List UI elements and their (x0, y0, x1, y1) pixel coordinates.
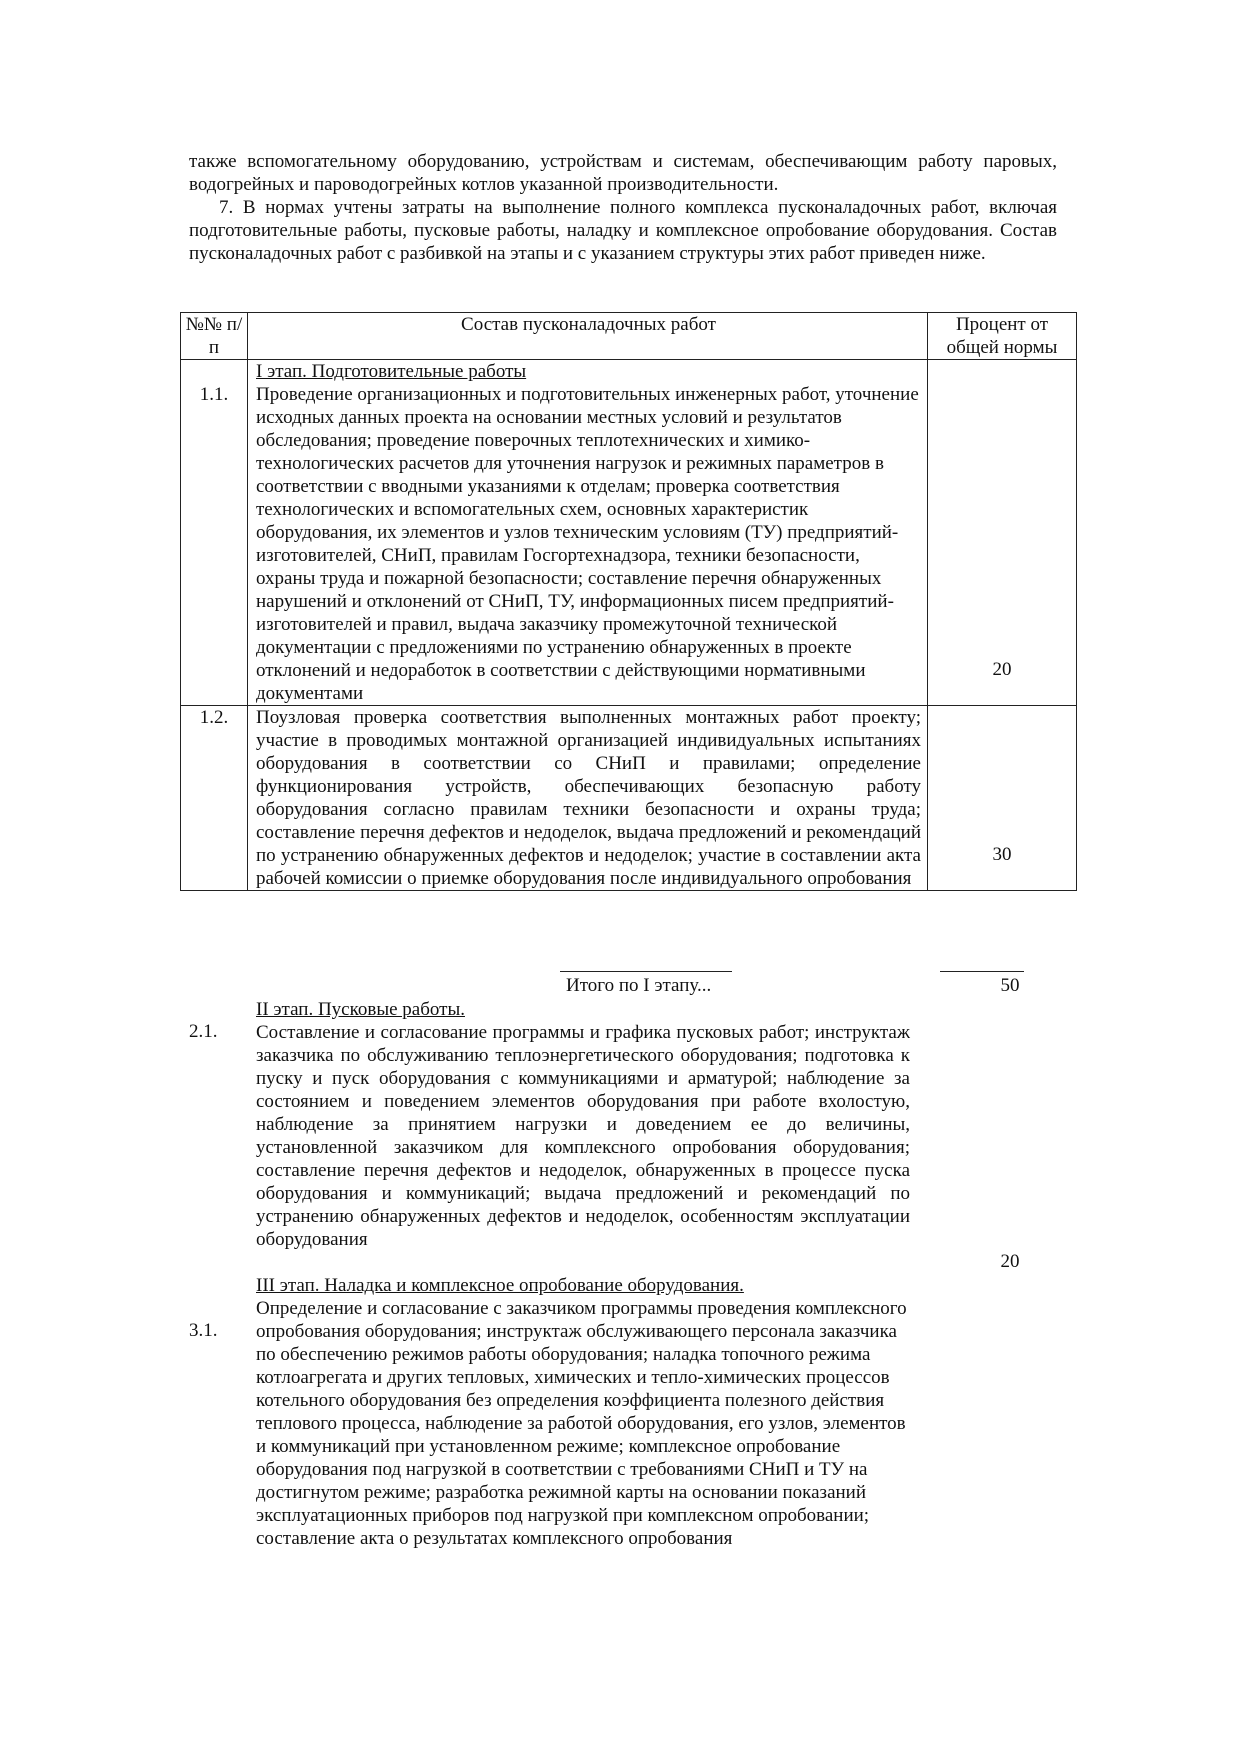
intro-paragraph-2: 7. В нормах учтены затраты на выполнение полного комплекса пусконаладочных работ, включая подготовительные работы, пусковые работы, наладку и комплексное опробование оборудования. Состав пусконаладочных работ с разбивкой на этапы и с указанием структуры этих работ приведен ниже. (189, 197, 1057, 264)
row-text-body: Проведение организационных и подготовительных инженерных работ, уточнение исходных данных проекта на основании местных условий и результатов обследования; проведение поверочных теплотехнических и химико-технологических расчетов для уточнения нагрузок и режимных параметров в соответствии с вводными указаниями к отделам; проверка соответствия технологических и вспомогательных схем, основных характеристик оборудования, их элементов и узлов техническим условиям (ТУ) предприятий-изготовителей, СНиП, правилам Госгортехнадзора, техники безопасности, охраны труда и пожарной безопасности; составление перечня обнаруженных нарушений и отклонений от СНиП, ТУ, информационных писем предприятий-изготовителей и правил, выдача заказчику промежуточной технической документации с предложениями по устранению обнаруженных в проекте отклонений и недоработок в соответствии с действующими нормативными документами (256, 384, 919, 704)
intro-text (189, 150, 1057, 265)
stage2-title: II этап. Пусковые работы. (256, 999, 465, 1020)
total-percent: 50 (1000, 975, 1020, 996)
row-percent: 30 (928, 706, 1077, 891)
table-header-row (181, 313, 1077, 360)
total-rule-right (940, 971, 1024, 972)
stage1-title: I этап. Подготовительные работы (256, 361, 527, 382)
header-composition: Состав пусконаладочных работ (248, 313, 928, 360)
stage2-text: Составление и согласование программы и графика пусковых работ; инструктаж заказчика по обслуживанию теплоэнергетического оборудования; подготовка к пуску и пуск оборудования с коммуникациями и арматурой; наблюдение за состоянием и поведением элементов оборудования при работе вхолостую, наблюдение за принятием нагрузки и доведением ее до величины, установленной заказчиком для комплексного опробования оборудования; составление перечня дефектов и недоделок, обнаруженных в процессе пуска оборудования и коммуникаций; выдача предложений и рекомендаций по устранению обнаруженных дефектов и недоделок, особенностям эксплуатации оборудования (256, 1022, 910, 1250)
total-rule-left (560, 971, 732, 972)
row-text: Поузловая проверка соответствия выполненных монтажных работ проекту; участие в проводимых монтажной организацией индивидуальных испытаниях оборудования в соответствии со СНиП и правилами; определение функционирования устройств, обеспечивающих безопасную работу оборудования согласно правилам техники безопасности и охраны труда; составление перечня дефектов и недоделок, выдача предложений и рекомендаций по устранению обнаруженных дефектов и недоделок; участие в составлении акта рабочей комиссии о приемке оборудования после индивидуального опробования (248, 706, 928, 891)
total-label: Итого по I этапу... (566, 975, 712, 996)
table-row (181, 706, 1077, 891)
stage3-title: III этап. Наладка и комплексное опробование оборудования. (256, 1275, 744, 1296)
stage2-percent: 20 (1000, 1251, 1020, 1272)
header-num: №№ п/п (181, 313, 248, 360)
table-row (181, 360, 1077, 706)
stage3-text: Определение и согласование с заказчиком программы проведения комплексного опробования оборудования; инструктаж обслуживающего персонала заказчика по обеспечению режимов работы оборудования; наладка топочного режима котлоагрегата и других тепловых, химических и тепло-химических процессов котельного оборудования без определения коэффициента полезного действия теплового процесса, наблюдение за работой оборудования, его узлов, элементов и коммуникаций при установленном режиме; комплексное опробование оборудования под нагрузкой в соответствии с требованиями СНиП и ТУ на достигнутом режиме; разработка режимной карты на основании показаний эксплуатационных приборов под нагрузкой при комплексном опробовании; составление акта о результатах комплексного опробования (256, 1298, 907, 1549)
row-num: 1.2. (181, 706, 248, 891)
intro-paragraph-1: также вспомогательному оборудованию, устройствам и системам, обеспечивающим работу паровых, водогрейных и пароводогрейных котлов указанной производительности. (189, 151, 1057, 195)
row-text (248, 360, 928, 706)
header-percent: Процент от общей нормы (928, 313, 1077, 360)
row-num: 1.1. (181, 360, 248, 706)
row-percent: 20 (928, 360, 1077, 706)
stage2-num: 2.1. (189, 1021, 218, 1042)
stage3-num: 3.1. (189, 1320, 218, 1341)
works-table (180, 312, 1077, 891)
